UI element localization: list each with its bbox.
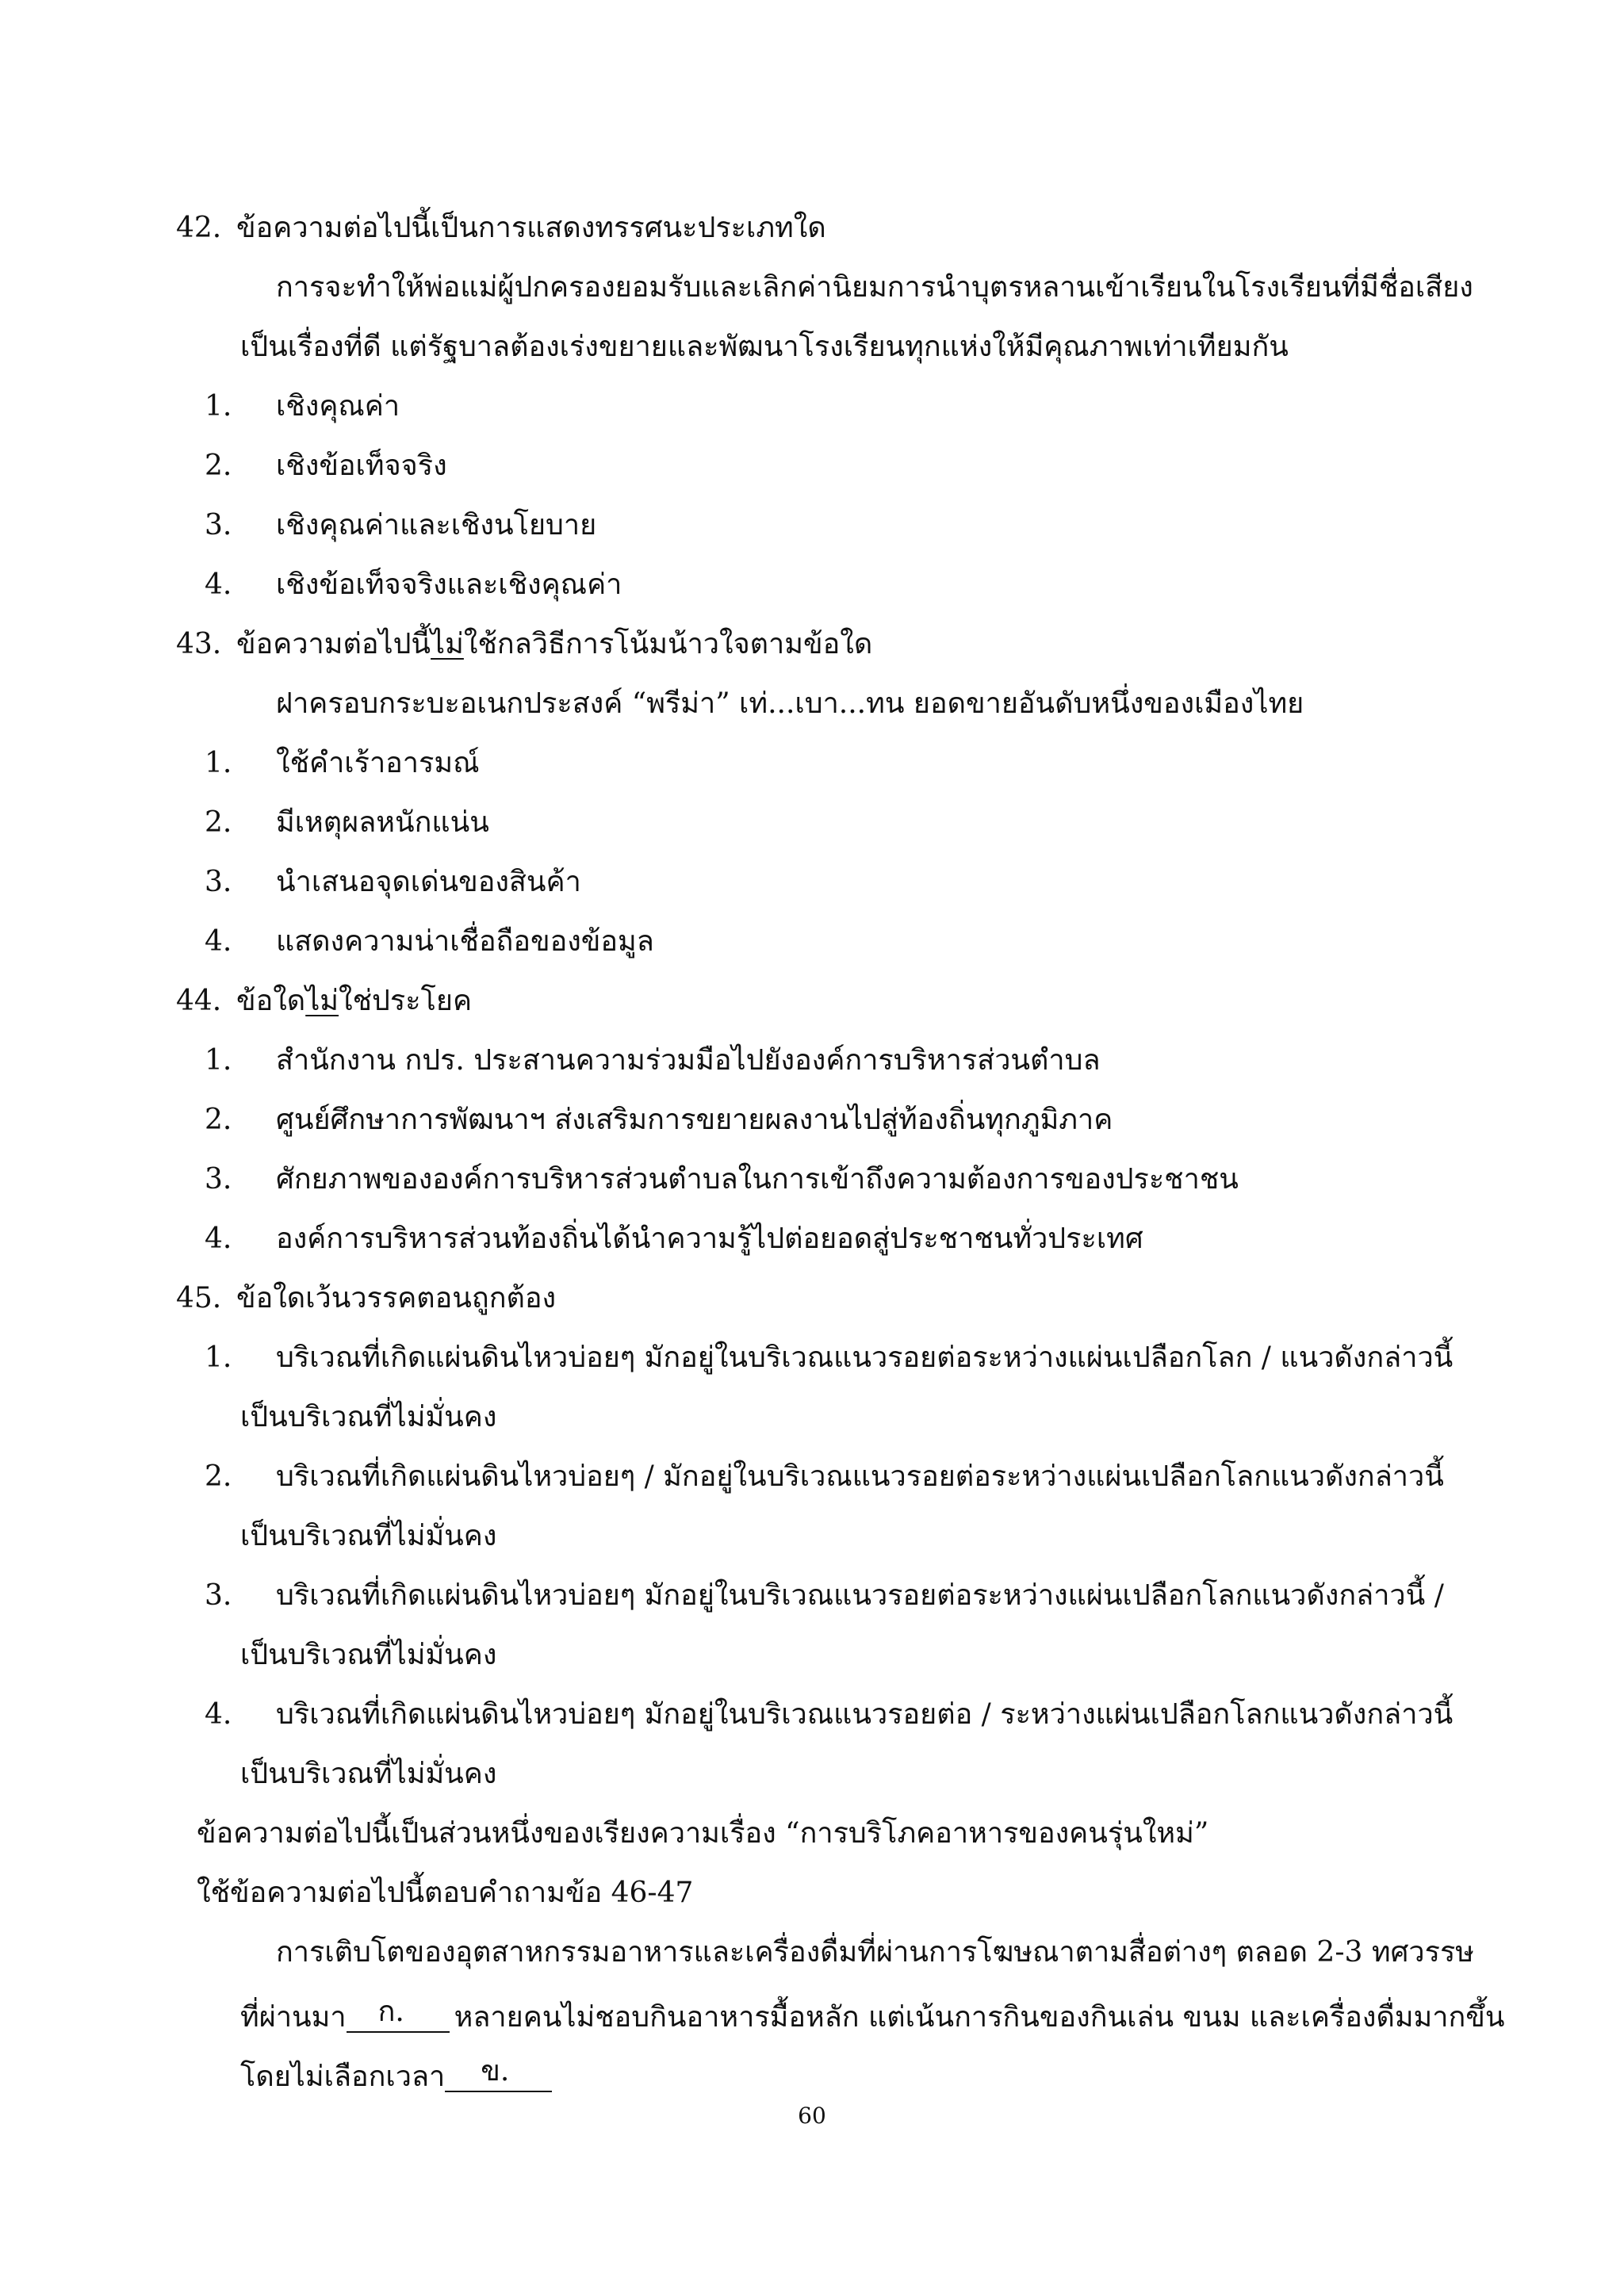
option-number: 1. xyxy=(205,1044,232,1077)
option-text: เชิงคุณค่าและเชิงนโยบาย xyxy=(276,509,597,541)
page-number: 60 xyxy=(798,2103,826,2129)
option-text: นำเสนอจุดเด่นของสินค้า xyxy=(276,866,581,898)
option-text-continued: เป็นบริเวณที่ไม่มั่นคง xyxy=(240,1520,497,1552)
underlined-word: ไม่ xyxy=(305,985,339,1017)
option-text: ศักยภาพขององค์การบริหารส่วนตำบลในการเข้าถึงความต้องการของประชาชน xyxy=(276,1163,1239,1196)
passage-line xyxy=(240,2057,552,2091)
question-number: 42. xyxy=(176,212,222,244)
option-number: 3. xyxy=(205,1579,232,1612)
blank-label: ก. xyxy=(377,1996,404,2028)
underlined-word: ไม่ xyxy=(431,628,464,660)
option-number: 2. xyxy=(205,450,232,482)
option-text: สำนักงาน กปร. ประสานความร่วมมือไปยังองค์การบริหารส่วนตำบล xyxy=(276,1044,1101,1077)
option-text: เชิงข้อเท็จจริง xyxy=(276,450,447,482)
question-stem: ข้อใดเว้นวรรคตอนถูกต้อง xyxy=(236,1282,557,1314)
passage-text: หลายคนไม่ชอบกินอาหารมื้อหลัก แต่เน้นการกินของกินเล่น ขนม และเครื่องดื่มมากขึ้น xyxy=(454,2001,1505,2034)
option-number: 3. xyxy=(205,1163,232,1196)
intro-line: ใช้ข้อความต่อไปนี้ตอบคำถามข้อ 46-47 xyxy=(197,1877,694,1909)
question-stem: ข้อความต่อไปนี้เป็นการแสดงทรรศนะประเภทใด xyxy=(236,212,826,244)
option-number: 2. xyxy=(205,1460,232,1493)
intro-line: ข้อความต่อไปนี้เป็นส่วนหนึ่งของเรียงความเรื่อง “การบริโภคอาหารของคนรุ่นใหม่” xyxy=(197,1817,1209,1850)
option-number: 2. xyxy=(205,806,232,839)
passage-line xyxy=(240,1998,1505,2032)
option-text: แสดงความน่าเชื่อถือของข้อมูล xyxy=(276,925,654,958)
option-text-continued: เป็นบริเวณที่ไม่มั่นคง xyxy=(240,1401,497,1433)
question-stem xyxy=(236,630,872,659)
question-number: 44. xyxy=(176,985,222,1017)
option-number: 3. xyxy=(205,509,232,541)
option-text: มีเหตุผลหนักแน่น xyxy=(276,806,489,839)
passage-line: การเติบโตของอุตสาหกรรมอาหารและเครื่องดื่มที่ผ่านการโฆษณาตามสื่อต่างๆ ตลอด 2-3 ทศวรรษ xyxy=(276,1936,1475,1969)
passage-text: โดยไม่เลือกเวลา xyxy=(240,2061,446,2093)
passage-line: ฝาครอบกระบะอเนกประสงค์ “พรีม่า” เท่...เบา...ทน ยอดขายอันดับหนึ่งของเมืองไทย xyxy=(276,687,1304,720)
blank-b xyxy=(445,2057,552,2086)
stem-text: ใช่ประโยค xyxy=(339,985,473,1017)
option-number: 4. xyxy=(205,568,232,601)
option-text: องค์การบริหารส่วนท้องถิ่นได้นำความรู้ไปต่อยอดสู่ประชาชนทั่วประเทศ xyxy=(276,1223,1143,1255)
option-number: 4. xyxy=(205,925,232,958)
option-text-continued: เป็นบริเวณที่ไม่มั่นคง xyxy=(240,1758,497,1790)
option-text: เชิงข้อเท็จจริงและเชิงคุณค่า xyxy=(276,568,622,601)
question-number: 43. xyxy=(176,628,222,660)
blank-a xyxy=(347,1998,450,2026)
passage-text: ที่ผ่านมา xyxy=(240,2001,347,2034)
option-number: 4. xyxy=(205,1223,232,1255)
stem-text: ใช้กลวิธีการโน้มน้าวใจตามข้อใด xyxy=(463,628,873,660)
option-text: บริเวณที่เกิดแผ่นดินไหวบ่อยๆ มักอยู่ในบริเวณแนวรอยต่อระหว่างแผ่นเปลือกโลกแนวดังกล่าวนี้ / xyxy=(276,1579,1444,1612)
option-text: บริเวณที่เกิดแผ่นดินไหวบ่อยๆ มักอยู่ในบริเวณแนวรอยต่อ / ระหว่างแผ่นเปลือกโลกแนวดังกล่าวนี้ xyxy=(276,1698,1454,1731)
option-text: เชิงคุณค่า xyxy=(276,390,400,423)
option-text: ใช้คำเร้าอารมณ์ xyxy=(276,747,480,779)
stem-text: ข้อใด xyxy=(236,985,306,1017)
option-text: ศูนย์ศึกษาการพัฒนาฯ ส่งเสริมการขยายผลงานไปสู่ท้องถิ่นทุกภูมิภาค xyxy=(276,1104,1113,1136)
option-number: 2. xyxy=(205,1104,232,1136)
question-stem xyxy=(236,987,472,1016)
option-number: 3. xyxy=(205,866,232,898)
question-number: 45. xyxy=(176,1282,222,1314)
option-number: 1. xyxy=(205,1341,232,1374)
option-number: 1. xyxy=(205,390,232,423)
blank-label: ข. xyxy=(481,2055,510,2087)
passage-line: การจะทำให้พ่อแม่ผู้ปกครองยอมรับและเลิกค่านิยมการนำบุตรหลานเข้าเรียนในโรงเรียนที่มีชื่อเสียง xyxy=(276,271,1473,304)
option-text-continued: เป็นบริเวณที่ไม่มั่นคง xyxy=(240,1639,497,1671)
option-text: บริเวณที่เกิดแผ่นดินไหวบ่อยๆ / มักอยู่ในบริเวณแนวรอยต่อระหว่างแผ่นเปลือกโลกแนวดังกล่าวนี้ xyxy=(276,1460,1444,1493)
option-number: 1. xyxy=(205,747,232,779)
stem-text: ข้อความต่อไปนี้ xyxy=(236,628,431,660)
option-number: 4. xyxy=(205,1698,232,1731)
passage-line: เป็นเรื่องที่ดี แต่รัฐบาลต้องเร่งขยายและพัฒนาโรงเรียนทุกแห่งให้มีคุณภาพเท่าเทียมกัน xyxy=(240,331,1289,363)
option-text: บริเวณที่เกิดแผ่นดินไหวบ่อยๆ มักอยู่ในบริเวณแนวรอยต่อระหว่างแผ่นเปลือกโลก / แนวดังกล่าวนี้ xyxy=(276,1341,1454,1374)
